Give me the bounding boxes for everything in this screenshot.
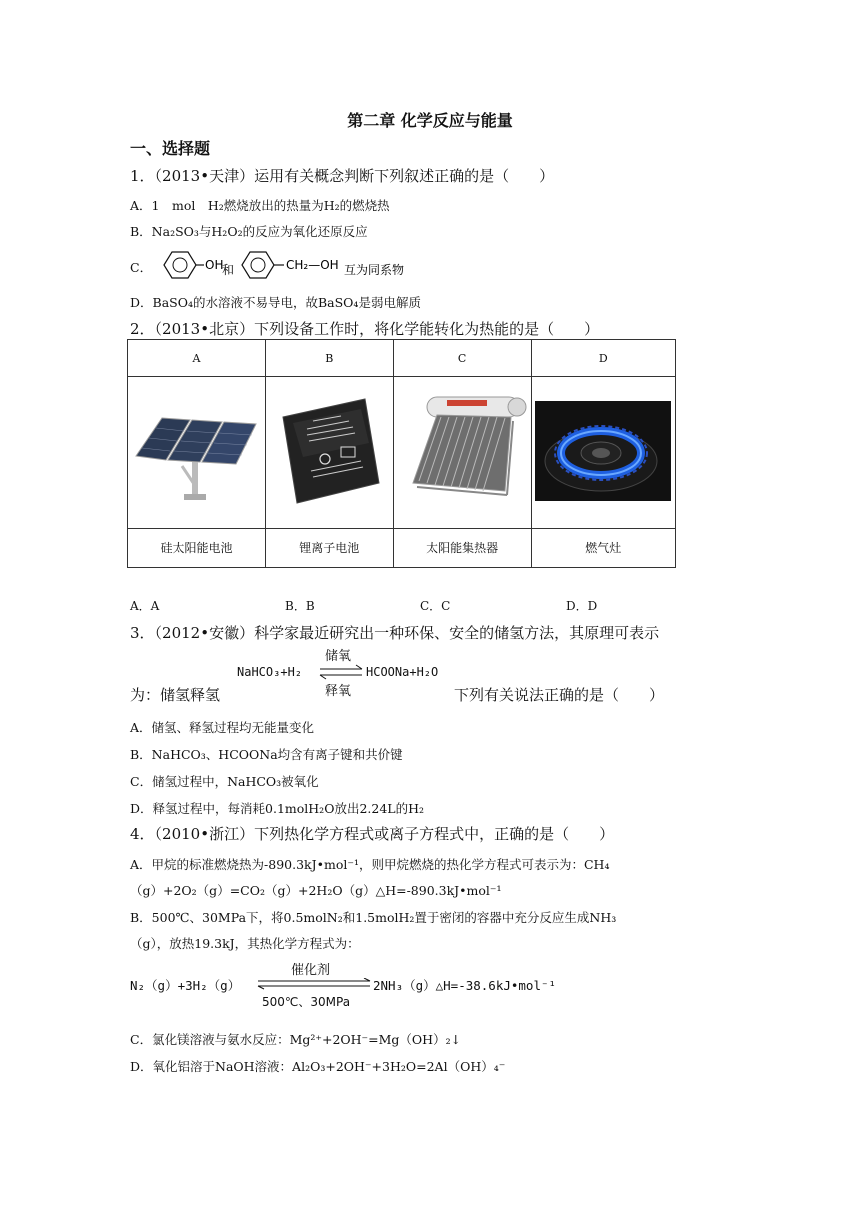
section-heading: 一、选择题 [130,139,211,158]
q2-option-d: D．D [566,599,598,613]
q1-option-c-suffix: 互为同系物 [344,263,405,277]
q1-stem: 1．（2013•天津）运用有关概念判断下列叙述正确的是（ ） [130,167,555,185]
q3-stem: 3．（2012•安徽）科学家最近研究出一种环保、安全的储氢方法，其原理可表示 [130,624,660,642]
equilibrium-arrow-icon [256,978,372,990]
q3-eq-left: NaHCO₃+H₂ [237,665,303,679]
q1-option-c [130,258,152,276]
col-header-a: A [128,340,266,377]
q2-option-c: C．C [420,599,451,613]
q3-option-a: A．储氢、释氢过程均无能量变化 [130,720,315,735]
phenol-ring-icon [164,252,196,278]
q4-option-b-line1: B．500℃、30MPa下，将0.5molN₂和1.5molH₂置于密闭的容器中充分反应生成NH₃ [130,910,617,925]
q3-option-c: C．储氢过程中，NaHCO₃被氧化 [130,774,319,789]
solar-panel-icon [132,396,262,506]
q3-eq-bottom: 释氧 [325,684,352,699]
solar-heater-cell [393,377,531,529]
q4-eq-top: 催化剂 [291,963,331,978]
benzyl-ch2oh-label: CH₂—OH [286,258,339,272]
q3-option-b: B．NaHCO₃、HCOONa均含有离子键和共价键 [130,747,403,762]
battery-cell [266,377,394,529]
q3-stem-line2: 为：储氢释氢 [130,686,221,704]
device-name-b: 锂离子电池 [266,528,394,567]
q4-eq-bottom: 500℃、30MPa [262,995,351,1009]
q4-option-b-line2: （g），放热19.3kJ，其热化学方程式为： [130,936,360,951]
q3-option-d: D．释氢过程中，每消耗0.1molH₂O放出2.24L的H₂ [130,801,424,816]
q1-option-a: A．1 mol H₂燃烧放出的热量为H₂的燃烧热 [130,198,390,213]
devices-table [127,339,676,568]
device-name-d: 燃气灶 [531,528,675,567]
q1-structures [152,248,452,282]
q4-option-a-line2: （g）+2O₂（g）=CO₂（g）+2H₂O（g）△H=-890.3kJ•mol⁻¹ [130,883,502,898]
q4-option-d: D．氧化铝溶于NaOH溶液：Al₂O₃+2OH⁻+3H₂O=2Al（OH）₄⁻ [130,1059,506,1074]
q1-option-c-prefix: C． [130,260,153,275]
q4-eq-left: N₂（g）+3H₂（g） [130,978,241,993]
q3-eq-top: 储氧 [325,649,352,664]
q4-stem: 4．（2010•浙江）下列热化学方程式或离子方程式中，正确的是（ ） [130,825,615,843]
phenol-oh-label: OH [205,258,224,272]
q2-option-b: B．B [285,599,315,613]
gas-stove-cell [531,377,675,529]
col-header-b: B [266,340,394,377]
q1-option-c-and: 和 [222,263,235,277]
battery-icon [269,391,389,511]
q4-eq-right: 2NH₃（g）△H=-38.6kJ•mol⁻¹ [373,978,557,993]
q3-eq-right: HCOONa+H₂O [366,665,439,679]
q3-stem-line3: 下列有关说法正确的是（ ） [454,686,665,704]
benzyl-ring-icon [242,252,274,278]
q4-option-c: C．氯化镁溶液与氨水反应：Mg²⁺+2OH⁻=Mg（OH）₂↓ [130,1032,462,1047]
chapter-title: 第二章 化学反应与能量 [347,111,513,130]
q2-option-a: A．A [130,599,160,613]
solar-water-heater-icon [397,391,527,511]
device-name-c: 太阳能集热器 [393,528,531,567]
reversible-arrow-icon [318,664,364,680]
device-name-a: 硅太阳能电池 [128,528,266,567]
q1-option-b: B．Na₂SO₃与H₂O₂的反应为氧化还原反应 [130,224,368,239]
col-header-c: C [393,340,531,377]
q2-stem: 2．（2013•北京）下列设备工作时，将化学能转化为热能的是（ ） [130,320,600,338]
gas-stove-flame-icon [535,401,671,501]
solar-panel-cell [128,377,266,529]
col-header-d: D [531,340,675,377]
q4-option-a-line1: A．甲烷的标准燃烧热为-890.3kJ•mol⁻¹，则甲烷燃烧的热化学方程式可表示为：CH₄ [130,857,610,872]
q1-option-d: D．BaSO₄的水溶液不易导电，故BaSO₄是弱电解质 [130,295,421,310]
